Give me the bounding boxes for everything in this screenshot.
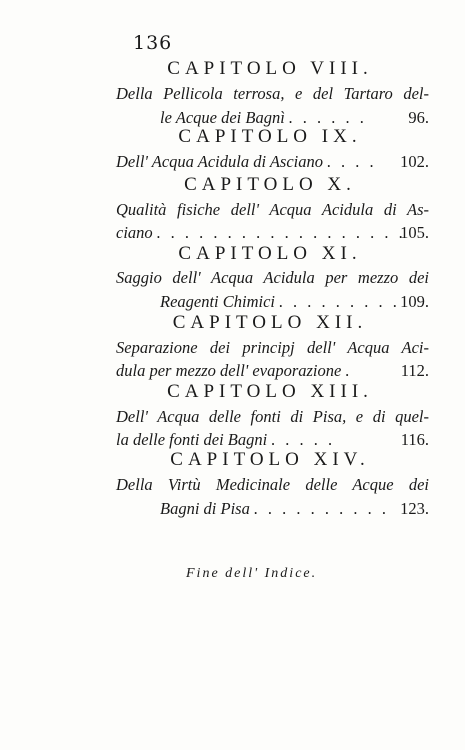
dot-leader: . . . . . . . . . . . . . . . . . .: [156, 223, 407, 242]
chapter-heading: CAPITOLO IX.: [178, 126, 362, 147]
entry-title-line: Qualità fisiche dell' Acqua Acidula di As-: [116, 200, 429, 219]
entry-line-with-page: [160, 499, 429, 519]
entry-title-text: la delle fonti dei Bagni: [116, 430, 268, 449]
dot-leader: . . . . . .: [288, 108, 368, 127]
page-reference: 102.: [400, 152, 429, 171]
chapter-heading: CAPITOLO XII.: [172, 312, 368, 333]
page-reference: 109.: [400, 292, 429, 311]
dot-leader: . . . . .: [271, 430, 336, 449]
entry-line-with-page: [116, 152, 429, 172]
page-reference: 116.: [400, 430, 429, 449]
page-reference: 105.: [400, 223, 429, 242]
entry-line-with-page: [160, 108, 429, 128]
entry-title-text: Bagni di Pisa: [160, 499, 250, 518]
entry-line-with-page: [160, 292, 429, 312]
entry-title-line: Separazione dei principj dell' Acqua Aci-: [116, 338, 429, 357]
entry-title-line: Della Pellicola terrosa, e del Tartaro del-: [116, 84, 429, 103]
page-reference: 123.: [400, 499, 429, 518]
chapter-heading: CAPITOLO X.: [184, 174, 356, 195]
entry-title-text: dula per mezzo dell' evaporazione: [116, 361, 342, 380]
entry-line-with-page: [116, 361, 429, 381]
page-number: 136: [133, 32, 173, 54]
chapter-heading: CAPITOLO VIII.: [167, 58, 373, 79]
entry-line-with-page: [116, 430, 429, 450]
dot-leader: .: [345, 361, 353, 380]
dot-leader: . . . . . . . . . .: [253, 499, 390, 518]
dot-leader: . . . .: [327, 152, 378, 171]
entry-title-text: le Acque dei Bagnì: [160, 108, 285, 127]
chapter-heading: CAPITOLO XIII.: [167, 381, 373, 402]
end-of-index-note: Fine dell' Indice.: [186, 566, 318, 581]
page-reference: 112.: [400, 361, 429, 380]
entry-title-line: Saggio dell' Acqua Acidula per mezzo dei: [116, 268, 429, 287]
chapter-heading: CAPITOLO XI.: [178, 243, 362, 264]
chapter-heading: CAPITOLO XIV.: [170, 449, 370, 470]
entry-title-text: Dell' Acqua Acidula di Asciano: [116, 152, 324, 171]
entry-title-text: Reagenti Chimici: [160, 292, 276, 311]
entry-line-with-page: [116, 223, 429, 243]
entry-title-line: Della Virtù Medicinale delle Acque dei: [116, 475, 429, 494]
entry-title-text: ciano: [116, 223, 153, 242]
page-reference: 96.: [408, 108, 429, 127]
dot-leader: . . . . . . . . .: [279, 292, 401, 311]
entry-title-line: Dell' Acqua delle fonti di Pisa, e di quel-: [116, 407, 429, 426]
